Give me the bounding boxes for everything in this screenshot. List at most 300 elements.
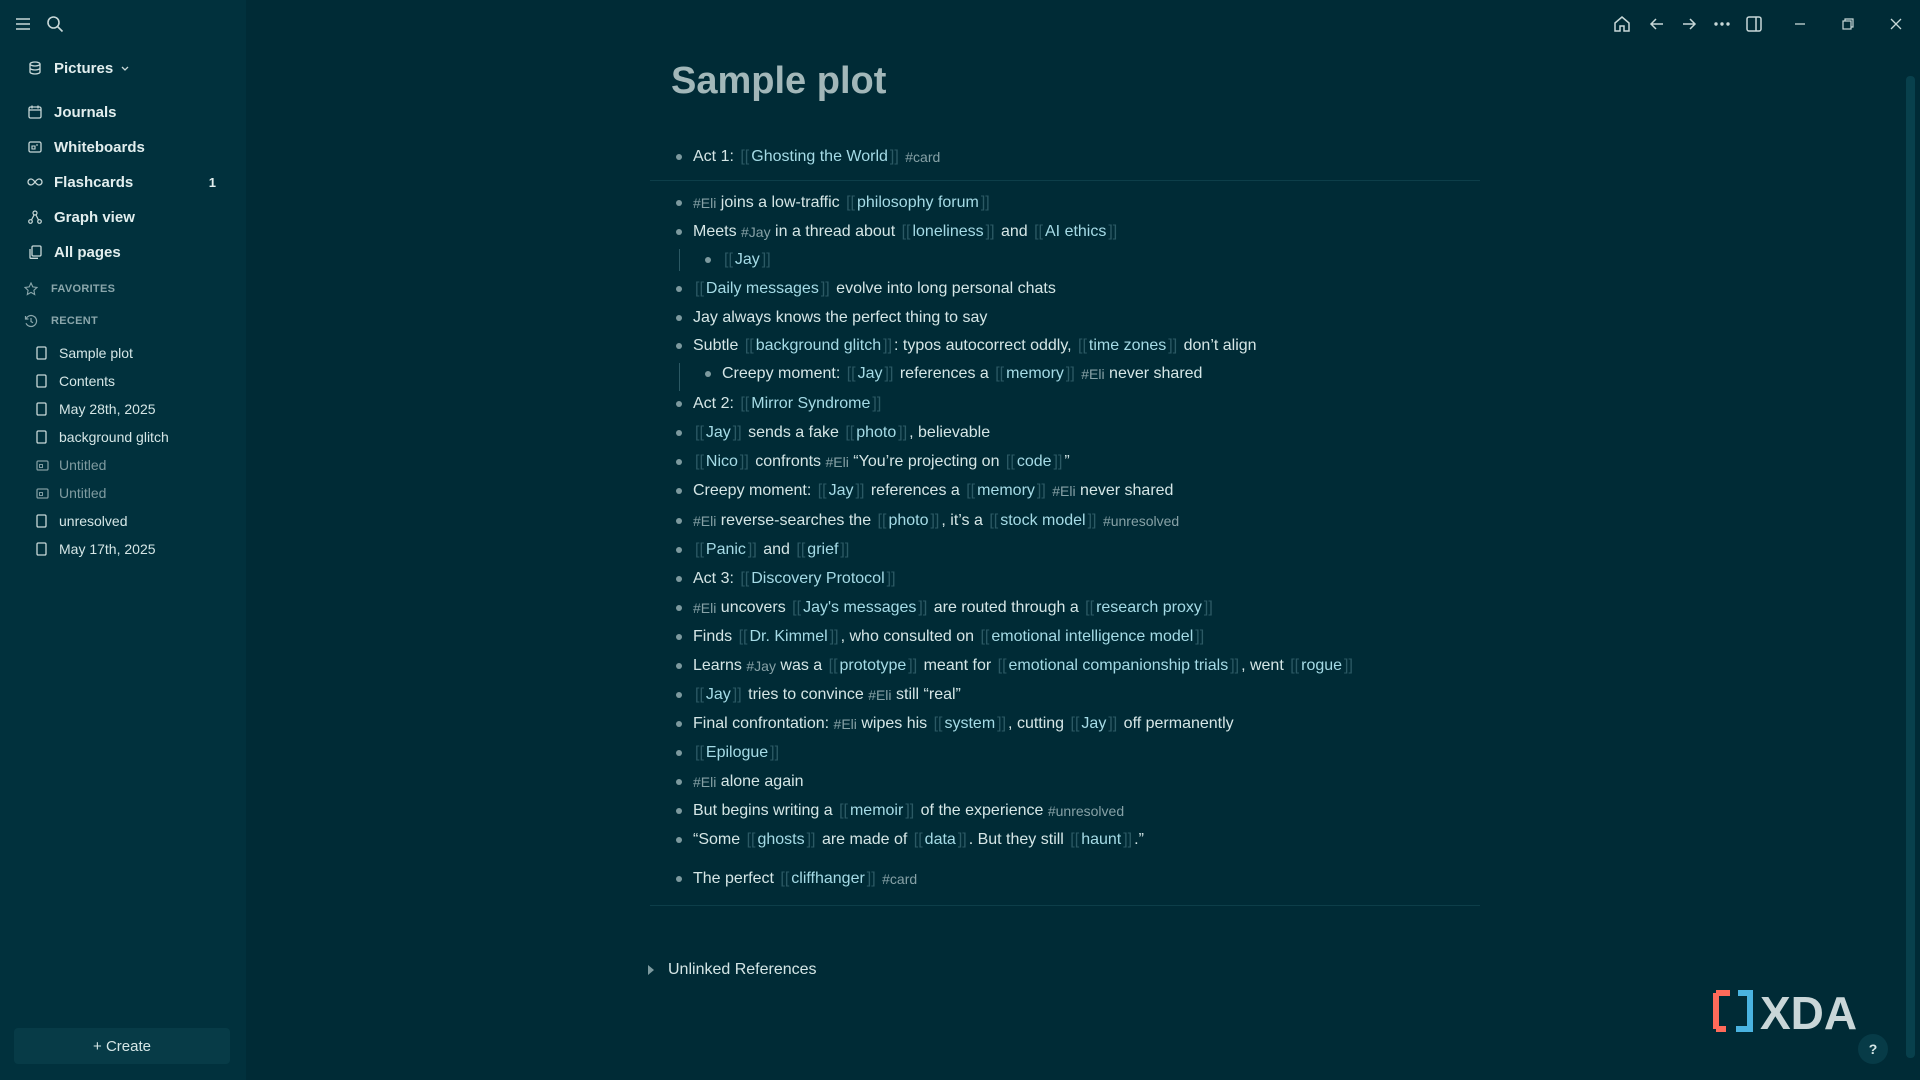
link-bracket: [[ (740, 395, 750, 412)
link-bracket: ]] (908, 657, 918, 674)
block-text: Subtle (693, 337, 743, 354)
block-text: Act 3: (693, 570, 739, 587)
tag-link[interactable]: #Eli (693, 600, 717, 616)
block-text: Creepy moment: (693, 482, 816, 499)
page-icon (36, 429, 50, 445)
page-link[interactable]: cliffhanger (791, 870, 865, 887)
outline-block[interactable] (676, 711, 1234, 737)
link-bracket: [[ (1085, 599, 1095, 616)
whiteboard-icon (36, 457, 50, 473)
outline-block[interactable] (676, 798, 1124, 824)
block-text: Creepy moment: (722, 365, 845, 382)
tag-link[interactable]: #Eli (693, 774, 717, 790)
outline-block[interactable] (676, 420, 990, 446)
bullet-icon[interactable] (676, 229, 682, 235)
sidebar-item-flashcards[interactable] (14, 167, 236, 197)
page-link[interactable]: Jay (705, 424, 731, 441)
recent-item[interactable] (36, 508, 236, 534)
page-link[interactable]: Nico (705, 453, 738, 470)
outline-block[interactable] (705, 361, 1202, 387)
block-text: references a (895, 365, 994, 382)
favorites-label: FAVORITES (51, 283, 116, 295)
tag-link[interactable]: #Eli (693, 195, 717, 211)
sidebar-item-label: Whiteboards (54, 138, 145, 156)
link-bracket: ]] (957, 831, 967, 848)
whiteboard-icon (36, 485, 50, 501)
link-bracket: ]] (829, 628, 839, 645)
recent-header[interactable] (24, 311, 98, 331)
block-text: reverse-searches the (716, 512, 876, 529)
sidebar-item-journals[interactable] (14, 97, 236, 127)
favorites-header[interactable] (24, 279, 115, 299)
block-text: Meets (693, 223, 742, 240)
block-text: Finds (693, 628, 737, 645)
page-link[interactable]: photo (856, 424, 897, 441)
page-icon (36, 373, 50, 389)
page-link[interactable]: photo (888, 512, 929, 529)
page-link[interactable]: Jay's messages (803, 599, 917, 616)
watermark-text: XDA (1760, 987, 1858, 1039)
recent-item-label: Sample plot (59, 345, 133, 361)
link-bracket: ]] (1230, 657, 1240, 674)
recent-item[interactable] (36, 424, 236, 450)
page-link[interactable]: research proxy (1096, 599, 1202, 616)
whiteboard-icon (24, 138, 46, 156)
sidebar-item-label: Graph view (54, 208, 135, 226)
recent-item[interactable] (36, 452, 236, 478)
outline-block[interactable] (676, 449, 1070, 475)
restore-icon[interactable] (1836, 12, 1860, 36)
link-bracket: ]] (1036, 482, 1046, 499)
block-text: : typos autocorrect oddly, (894, 337, 1077, 354)
link-bracket: ]] (905, 802, 915, 819)
link-bracket: [[ (1005, 453, 1015, 470)
link-bracket: [[ (744, 337, 754, 354)
link-bracket: [[ (695, 686, 704, 703)
page-link[interactable]: Jay (828, 482, 854, 499)
link-bracket: ]] (884, 365, 894, 382)
outline-block[interactable] (676, 190, 992, 216)
page-link[interactable]: code (1016, 453, 1052, 470)
recent-item[interactable] (36, 536, 236, 562)
block-text: Act 2: (693, 395, 739, 412)
page-link[interactable]: time zones (1088, 337, 1167, 354)
recent-item-label: background glitch (59, 429, 169, 445)
page-link[interactable]: emotional companionship trials (1008, 657, 1229, 674)
block-text: The perfect (693, 870, 779, 887)
link-bracket: [[ (695, 424, 704, 441)
page-link[interactable]: emotional intelligence model (991, 628, 1194, 645)
link-bracket: ]] (866, 870, 876, 887)
unlinked-references-label: Unlinked References (668, 961, 817, 978)
link-bracket: [[ (845, 424, 855, 441)
graph-name: Pictures (54, 59, 114, 77)
link-bracket: ]] (1123, 831, 1133, 848)
link-bracket: ]] (980, 194, 990, 211)
block-text: .” (1134, 831, 1144, 848)
link-bracket: [[ (913, 831, 923, 848)
link-bracket: [[ (877, 512, 887, 529)
page-link[interactable]: rogue (1301, 657, 1343, 674)
link-bracket: ]] (1168, 337, 1178, 354)
link-bracket: [[ (933, 715, 943, 732)
sidebar-item-whiteboards[interactable] (14, 132, 236, 162)
block-text: . But they still (968, 831, 1069, 848)
link-bracket: ]] (930, 512, 940, 529)
page-link[interactable]: ghosts (757, 831, 805, 848)
block-text: , believable (909, 424, 991, 441)
outline-block[interactable] (676, 624, 1206, 650)
link-bracket: [[ (792, 599, 802, 616)
page-icon (36, 345, 50, 361)
sidebar-item-label: Flashcards (54, 173, 134, 191)
graph-icon (24, 208, 46, 226)
page-link[interactable]: Dr. Kimmel (749, 628, 828, 645)
chevron-down-icon (121, 59, 129, 77)
tag-link[interactable]: #unresolved (1102, 513, 1180, 529)
page-link[interactable]: Daily messages (705, 280, 819, 297)
page-link[interactable]: loneliness (912, 223, 984, 240)
page-link[interactable]: background glitch (755, 337, 882, 354)
link-bracket: ]] (886, 570, 896, 587)
database-icon (24, 59, 46, 77)
outline-block[interactable] (676, 391, 883, 417)
page-link[interactable]: AI ethics (1045, 223, 1107, 240)
recent-item-label: May 28th, 2025 (59, 401, 156, 417)
link-bracket: [[ (989, 512, 999, 529)
link-bracket: [[ (695, 280, 704, 297)
graph-selector[interactable] (14, 53, 236, 83)
arrow-right-icon[interactable] (1677, 12, 1701, 36)
page-link[interactable]: Mirror Syndrome (751, 395, 871, 412)
help-button[interactable]: ? (1858, 1034, 1888, 1064)
block-text: Learns (693, 657, 747, 674)
link-bracket: ]] (732, 424, 742, 441)
link-bracket: ]] (855, 482, 865, 499)
recent-item[interactable] (36, 480, 236, 506)
link-bracket: ]] (806, 831, 816, 848)
tag-link[interactable]: #Eli (868, 687, 892, 703)
outline-block[interactable] (676, 478, 1173, 504)
block-text: and (996, 223, 1033, 240)
outline-block[interactable] (676, 653, 1355, 679)
link-bracket: [[ (1070, 715, 1080, 732)
page-link[interactable]: Jay (857, 365, 883, 382)
block-text: never shared (1104, 365, 1203, 382)
link-bracket: [[ (740, 570, 750, 587)
outline-block[interactable] (676, 219, 1119, 245)
block-text: ” (1064, 453, 1070, 470)
sidebar-item-label: All pages (54, 243, 121, 261)
sidebar-item-graph-view[interactable] (14, 202, 236, 232)
recent-item-label: unresolved (59, 513, 128, 529)
bullet-icon[interactable] (676, 692, 682, 698)
tag-link[interactable]: #Jay (741, 224, 771, 240)
xda-watermark-logo (1708, 985, 1888, 1045)
outline-block[interactable] (705, 247, 773, 273)
bullet-icon[interactable] (676, 808, 682, 814)
bullet-icon[interactable] (705, 371, 711, 377)
bullet-icon[interactable] (676, 343, 682, 349)
page-link[interactable]: Discovery Protocol (751, 570, 885, 587)
block-text: never shared (1075, 482, 1174, 499)
link-bracket: ]] (1195, 628, 1205, 645)
link-bracket: ]] (883, 337, 893, 354)
link-bracket: [[ (966, 482, 976, 499)
recent-item-label: May 17th, 2025 (59, 541, 156, 557)
link-bracket: ]] (761, 251, 771, 268)
page-link[interactable]: Epilogue (705, 744, 769, 761)
page-link[interactable]: stock model (1000, 512, 1086, 529)
page-link[interactable]: haunt (1081, 831, 1122, 848)
link-bracket: [[ (846, 365, 856, 382)
tag-link[interactable]: #Eli (1081, 366, 1105, 382)
outline-block[interactable] (676, 595, 1215, 621)
recent-item-label: Untitled (59, 485, 107, 501)
link-bracket: ]] (997, 715, 1007, 732)
bullet-icon[interactable] (705, 257, 711, 263)
tag-link[interactable]: #Jay (746, 658, 776, 674)
bullet-icon[interactable] (676, 430, 682, 436)
tag-link[interactable]: #Eli (693, 513, 717, 529)
link-bracket: ]] (872, 395, 882, 412)
link-bracket: ]] (1108, 715, 1118, 732)
bullet-icon[interactable] (676, 459, 682, 465)
minimize-icon[interactable] (1788, 12, 1812, 36)
arrow-left-icon[interactable] (1645, 12, 1669, 36)
calendar-icon (24, 103, 46, 121)
bullet-icon[interactable] (676, 154, 682, 160)
block-text: of the experience (916, 802, 1048, 819)
link-bracket: [[ (1034, 223, 1043, 240)
link-bracket: [[ (724, 251, 733, 268)
block-text: , it’s a (941, 512, 988, 529)
recent-item[interactable] (36, 340, 236, 366)
block-text: tries to convince (743, 686, 869, 703)
page-link[interactable]: Panic (705, 541, 746, 558)
page-link[interactable]: memoir (849, 802, 904, 819)
tag-link[interactable]: #Eli (833, 716, 857, 732)
outline-block[interactable] (676, 276, 1056, 302)
bullet-icon[interactable] (676, 488, 682, 494)
tag-link[interactable]: #card (882, 871, 918, 887)
bullet-icon[interactable] (676, 605, 682, 611)
block-text: meant for (919, 657, 996, 674)
page-link[interactable]: Jay (734, 251, 760, 268)
recent-item[interactable] (36, 396, 236, 422)
outline-block[interactable] (676, 508, 1179, 534)
link-bracket: [[ (846, 194, 855, 211)
block-text: But begins writing a (693, 802, 838, 819)
card-divider (650, 180, 1480, 181)
recent-label: RECENT (51, 315, 99, 327)
scrollbar[interactable] (1906, 76, 1915, 1058)
block-text: joins a low-traffic (716, 194, 845, 211)
star-icon (24, 282, 42, 296)
page-icon (36, 513, 50, 529)
block-text: , who consulted on (840, 628, 979, 645)
page-link[interactable]: prototype (839, 657, 907, 674)
link-bracket: [[ (780, 870, 790, 887)
link-bracket: [[ (839, 802, 848, 819)
flashcards-count-badge: 1 (208, 174, 216, 190)
page-link[interactable]: memory (977, 482, 1035, 499)
page-icon (36, 401, 50, 417)
link-bracket: ]] (1053, 453, 1063, 470)
pages-icon (24, 243, 46, 261)
link-bracket: [[ (1070, 831, 1080, 848)
link-bracket: [[ (740, 148, 750, 165)
link-bracket: [[ (695, 541, 704, 558)
link-bracket: ]] (985, 223, 995, 240)
bullet-icon[interactable] (676, 547, 682, 553)
tag-link[interactable]: #Eli (825, 454, 849, 470)
link-bracket: [[ (1078, 337, 1087, 354)
block-text: , went (1241, 657, 1289, 674)
bullet-icon[interactable] (676, 401, 682, 407)
link-bracket: ]] (1065, 365, 1075, 382)
menu-icon[interactable] (13, 14, 33, 34)
caret-right-icon (648, 965, 654, 975)
page-link[interactable]: memory (1006, 365, 1064, 382)
block-text: Final confrontation: (693, 715, 834, 732)
child-guide-line (679, 249, 680, 271)
unlinked-references-toggle[interactable] (648, 957, 817, 983)
block-text: still “real” (891, 686, 961, 703)
link-bracket: [[ (995, 365, 1005, 382)
outline-block[interactable] (676, 769, 804, 795)
outline-block[interactable] (676, 144, 940, 170)
page-title[interactable]: Sample plot (671, 60, 887, 102)
link-bracket: [[ (817, 482, 827, 499)
recent-item[interactable] (36, 368, 236, 394)
create-button[interactable]: + Create (14, 1028, 230, 1064)
bullet-icon[interactable] (676, 779, 682, 785)
page-icon (36, 541, 50, 557)
more-icon[interactable] (1710, 12, 1734, 36)
link-bracket: ]] (1087, 512, 1097, 529)
block-text: sends a fake (743, 424, 844, 441)
outline-block[interactable] (676, 866, 917, 892)
block-text: Jay always knows the perfect thing to say (693, 309, 988, 326)
link-bracket: [[ (695, 744, 704, 761)
page-link[interactable]: grief (807, 541, 839, 558)
link-bracket: [[ (1290, 657, 1300, 674)
link-bracket: ]] (1344, 657, 1353, 674)
tag-link[interactable]: #card (905, 149, 941, 165)
bullet-icon[interactable] (676, 315, 682, 321)
outline-block[interactable] (676, 305, 987, 331)
bullet-icon[interactable] (676, 518, 682, 524)
tag-link[interactable]: #Eli (1052, 483, 1076, 499)
page-link[interactable]: data (924, 831, 956, 848)
bullet-icon[interactable] (676, 837, 682, 843)
block-text: confronts (750, 453, 826, 470)
page-link[interactable]: Jay (705, 686, 731, 703)
outline-block[interactable] (676, 827, 1144, 853)
right-sidebar-icon[interactable] (1742, 12, 1766, 36)
block-text: are routed through a (929, 599, 1084, 616)
link-bracket: [[ (738, 628, 748, 645)
block-text: uncovers (716, 599, 791, 616)
left-sidebar (0, 0, 246, 1080)
block-text: and (758, 541, 795, 558)
block-text: don’t align (1179, 337, 1257, 354)
outline-block[interactable] (676, 682, 961, 708)
outline-block[interactable] (676, 740, 781, 766)
outline-block[interactable] (676, 537, 851, 563)
link-bracket: [[ (980, 628, 990, 645)
bullet-icon[interactable] (676, 750, 682, 756)
link-bracket: ]] (840, 541, 850, 558)
child-guide-line (679, 363, 680, 391)
bullet-icon[interactable] (676, 286, 682, 292)
page-link[interactable]: Jay (1081, 715, 1107, 732)
block-text: evolve into long personal chats (831, 280, 1056, 297)
search-icon[interactable] (45, 14, 65, 34)
sidebar-item-all-pages[interactable] (14, 237, 236, 267)
recent-item-label: Untitled (59, 457, 107, 473)
link-bracket: ]] (747, 541, 757, 558)
page-link[interactable]: philosophy forum (857, 194, 979, 211)
close-icon[interactable] (1884, 12, 1908, 36)
bullet-icon[interactable] (676, 721, 682, 727)
link-bracket: ]] (820, 280, 830, 297)
page-link[interactable]: Ghosting the World (751, 148, 888, 165)
block-text: are made of (817, 831, 912, 848)
block-text: “You’re projecting on (848, 453, 1004, 470)
block-text: Act 1: (693, 148, 739, 165)
link-bracket: [[ (796, 541, 806, 558)
link-bracket: [[ (901, 223, 911, 240)
block-text: , cutting (1008, 715, 1069, 732)
history-icon (24, 314, 42, 328)
bullet-icon[interactable] (676, 876, 682, 882)
link-bracket: ]] (732, 686, 742, 703)
bullet-icon[interactable] (676, 200, 682, 206)
block-text: “Some (693, 831, 745, 848)
sidebar-item-label: Journals (54, 103, 117, 121)
link-bracket: [[ (828, 657, 838, 674)
tag-link[interactable]: #unresolved (1047, 803, 1125, 819)
outline-block[interactable] (676, 333, 1257, 359)
link-bracket: ]] (1203, 599, 1213, 616)
page-link[interactable]: system (944, 715, 996, 732)
link-bracket: ]] (770, 744, 780, 761)
block-text: references a (866, 482, 965, 499)
infinity-icon (24, 173, 46, 191)
outline-block[interactable] (676, 566, 898, 592)
block-text: alone again (716, 773, 804, 790)
link-bracket: ]] (1108, 223, 1118, 240)
link-bracket: [[ (997, 657, 1007, 674)
bullet-icon[interactable] (676, 634, 682, 640)
bullet-icon[interactable] (676, 576, 682, 582)
recent-item-label: Contents (59, 373, 116, 389)
home-icon[interactable] (1610, 12, 1634, 36)
link-bracket: [[ (746, 831, 756, 848)
block-text: off permanently (1119, 715, 1234, 732)
block-text: wipes his (856, 715, 932, 732)
link-bracket: [[ (695, 453, 704, 470)
block-text: was a (775, 657, 827, 674)
link-bracket: ]] (898, 424, 908, 441)
link-bracket: ]] (889, 148, 899, 165)
block-text: in a thread about (770, 223, 900, 240)
card-divider (650, 905, 1480, 906)
bullet-icon[interactable] (676, 663, 682, 669)
link-bracket: ]] (918, 599, 928, 616)
